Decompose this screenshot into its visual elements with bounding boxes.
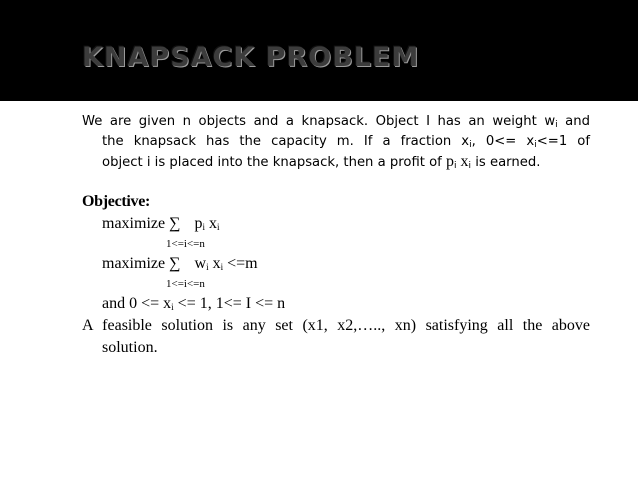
intro-line-2 bbox=[82, 132, 590, 152]
fraction-subscript-3: i bbox=[468, 161, 472, 171]
feasible-line-1: A feasible solution is any set (x1, x2,….., xn) satisfying all the above bbox=[82, 317, 590, 334]
profit-subscript: i bbox=[454, 161, 457, 171]
intro-line-2-end: <=1 of bbox=[536, 134, 590, 149]
formula-weight-limit bbox=[82, 253, 590, 275]
intro-line-1-text: We are given n objects and a knapsack. Object I has an weight w bbox=[82, 114, 556, 129]
constraint-subscript: i bbox=[171, 302, 174, 312]
formula-maximize-profit bbox=[82, 213, 590, 235]
formula-2-w-subscript: i bbox=[206, 262, 209, 272]
formula-block bbox=[82, 213, 590, 359]
formula-1-maximize: maximize ∑ bbox=[102, 215, 181, 232]
formula-2-x: x bbox=[208, 255, 221, 272]
intro-line-3 bbox=[82, 152, 590, 173]
intro-line-3-end: is earned. bbox=[471, 155, 541, 170]
formula-2-maximize: maximize ∑ bbox=[102, 255, 181, 272]
intro-paragraph bbox=[82, 112, 590, 173]
formula-1-x: x bbox=[205, 215, 218, 232]
formula-2-x-subscript: i bbox=[220, 262, 224, 272]
formula-1-range: 1<=i<=n bbox=[166, 238, 205, 250]
intro-line-2-mid: , 0<= x bbox=[471, 134, 535, 149]
formula-1-p: p bbox=[194, 215, 203, 232]
slide-title: KNAPSACK PROBLEM bbox=[82, 42, 420, 73]
constraint-line bbox=[82, 293, 590, 315]
formula-2-w: w bbox=[194, 255, 207, 272]
intro-line-1 bbox=[82, 112, 590, 132]
weight-subscript: i bbox=[555, 120, 558, 130]
fraction-symbol: x bbox=[456, 153, 469, 170]
constraint-range: <= 1, 1<= I <= n bbox=[173, 295, 286, 312]
title-band bbox=[0, 0, 638, 101]
intro-line-1-end: and bbox=[557, 114, 590, 129]
formula-1-p-subscript: i bbox=[202, 222, 206, 232]
objective-heading: Objective: bbox=[82, 193, 151, 210]
fraction-subscript: i bbox=[469, 140, 472, 150]
fraction-subscript-2: i bbox=[534, 140, 537, 150]
intro-line-3-text: object i is placed into the knapsack, then a profit of bbox=[102, 155, 447, 170]
formula-2-limit: <=m bbox=[223, 255, 258, 272]
formula-2-range: 1<=i<=n bbox=[166, 278, 205, 290]
feasible-line-2: solution. bbox=[102, 339, 158, 356]
constraint-text: and 0 <= x bbox=[102, 295, 172, 312]
intro-line-2-text: the knapsack has the capacity m. If a fraction x bbox=[102, 134, 470, 149]
formula-1-x-subscript: i bbox=[217, 222, 220, 232]
profit-symbol: p bbox=[446, 153, 455, 170]
slide-body bbox=[82, 112, 590, 359]
